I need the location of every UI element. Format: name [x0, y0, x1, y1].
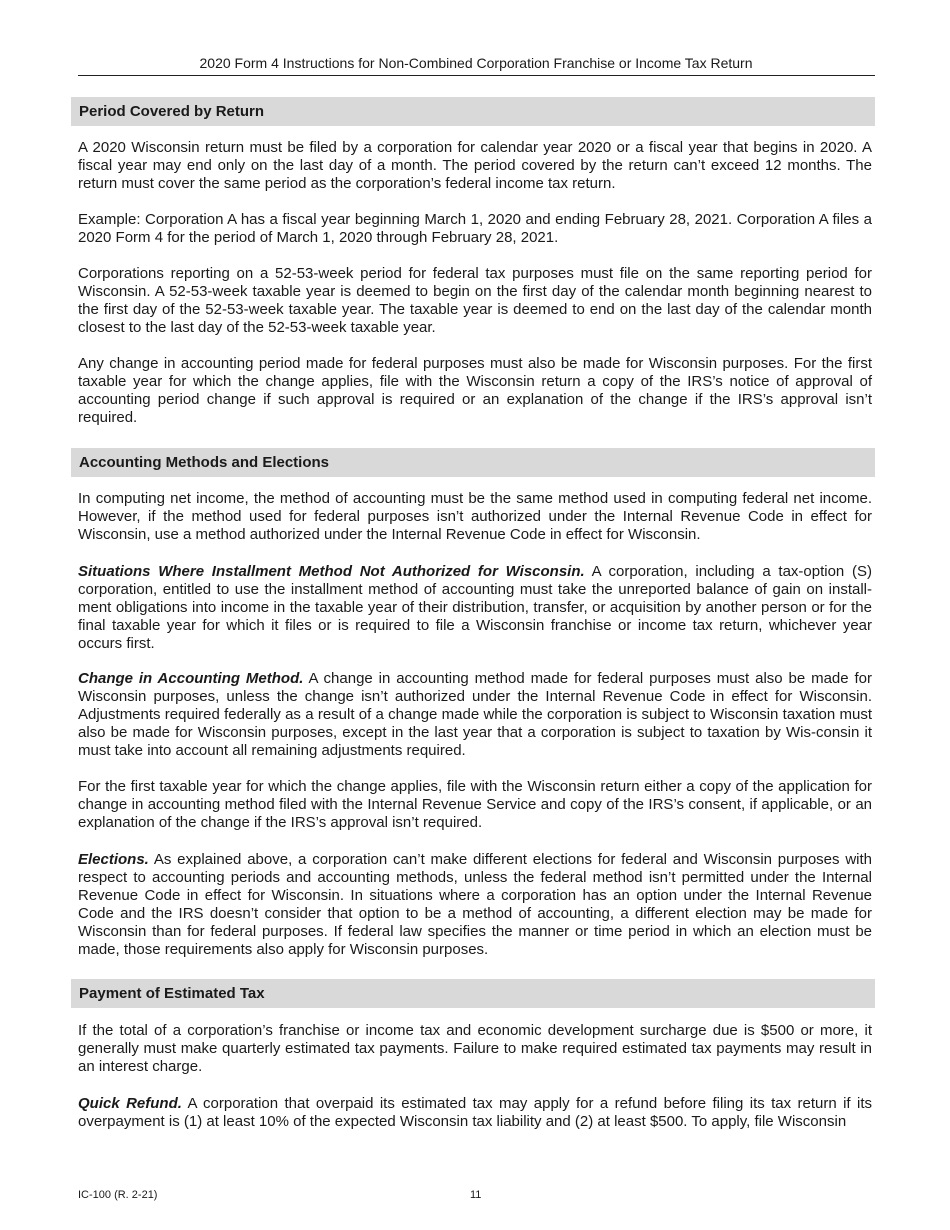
- paragraph-body: A corporation, including a tax-option (S) corporation, entitled to use the installment method of accounting must take the unreported balance of gain on install-ment obligations into income in the taxable year of their distribution, transfer, or acquisition by another person or for the final taxable year for which it files or is required to file a Wisconsin franchise or income tax return, whichever year occurs first.: [78, 563, 872, 652]
- section-heading-text: Accounting Methods and Elections: [79, 454, 330, 471]
- form-id: IC-100 (R. 2-21): [78, 1189, 158, 1201]
- paragraph-installment-method: [78, 563, 872, 653]
- section-heading-text: Payment of Estimated Tax: [79, 985, 265, 1002]
- paragraph-body: A change in accounting method made for federal purposes must also be made for Wisconsin purposes, unless the change isn’t authorized under the Internal Revenue Code in effect for Wisconsin. Adjustments required federally as a result of a change made while the corporation is subject to Wisconsin taxation must also be made for Wisconsin purposes, except in the last year that a corporation is subject to taxation by Wis-consin it must take into account all remaining adjustments required.: [78, 670, 872, 759]
- header-rule: [78, 75, 875, 76]
- paragraph: Corporations reporting on a 52-53-week period for federal tax purposes must file on the same reporting period for Wisconsin. A 52-53-week taxable year is deemed to begin on the first day of the calendar month beginning nearest to the first day of the 52-53-week taxable year. The taxable year is deemed to end on the last day of the calendar month closest to the last day of the 52-53-week taxable year.: [78, 265, 872, 336]
- paragraph-change-in-method: [78, 670, 872, 760]
- paragraph: A 2020 Wisconsin return must be filed by a corporation for calendar year 2020 or a fiscal year that begins in 2020. A fiscal year may end only on the last day of a month. The period covered by the return can’t exceed 12 months. The return must cover the same period as the corporation’s federal income tax return.: [78, 139, 872, 192]
- paragraph-lead: Change in Accounting Method.: [78, 670, 304, 687]
- paragraph-quick-refund: [78, 1095, 872, 1131]
- paragraph: If the total of a corporation’s franchise or income tax and economic development surcharge due is $500 or more, it generally must make quarterly estimated tax payments. Failure to make required estimated tax payments may result in an interest charge.: [78, 1022, 872, 1075]
- section-heading-period-covered: [71, 97, 875, 126]
- paragraph-body: As explained above, a corporation can’t make different elections for federal and Wisconsin purposes with respect to accounting periods and accounting methods, unless the federal method isn’t permitted under the Internal Revenue Code in effect for Wisconsin. In situations where a corporation has an option under the Internal Revenue Code and the IRS doesn’t consider that option to be a method of accounting, a different election may be made for Wisconsin than for federal purposes. If federal law specifies the manner or time period in which an election must be made, those requirements also apply for Wisconsin purposes.: [78, 851, 872, 958]
- paragraph: In computing net income, the method of accounting must be the same method used in computing federal net income. However, if the method used for federal purposes isn’t authorized under the Internal Revenue Code in effect for Wisconsin, use a method authorized under the Internal Revenue Code in effect for Wisconsin.: [78, 490, 872, 543]
- paragraph-elections: [78, 851, 872, 958]
- section-heading-accounting-methods: [71, 448, 875, 477]
- paragraph: Example: Corporation A has a fiscal year beginning March 1, 2020 and ending February 28, 2021. Corporation A files a 2020 Form 4 for the period of March 1, 2020 through February 28, 2021.: [78, 211, 872, 246]
- page-number: 11: [470, 1189, 482, 1201]
- paragraph-lead: Quick Refund.: [78, 1095, 182, 1112]
- section-heading-text: Period Covered by Return: [79, 103, 265, 120]
- running-header: 2020 Form 4 Instructions for Non-Combined Corporation Franchise or Income Tax Return: [199, 55, 753, 71]
- paragraph-lead: Elections.: [78, 851, 149, 868]
- paragraph: For the first taxable year for which the change applies, file with the Wisconsin return either a copy of the application for change in accounting method filed with the Internal Revenue Service and copy of the IRS’s consent, if applicable, or an explanation of the change if the IRS’s approval isn’t required.: [78, 778, 872, 831]
- paragraph-lead: Situations Where Installment Method Not Authorized for Wisconsin.: [78, 563, 585, 580]
- paragraph: Any change in accounting period made for federal purposes must also be made for Wisconsin purposes. For the first taxable year for which the change applies, file with the Wisconsin return a copy of the IRS’s notice of approval of accounting period change if such approval is required or an explanation of the change if the IRS’s approval isn’t required.: [78, 355, 872, 426]
- paragraph-body: A corporation that overpaid its estimated tax may apply for a refund before filing its tax return if its overpayment is (1) at least 10% of the expected Wisconsin tax liability and (2) at least $500. To apply, file Wisconsin: [78, 1095, 872, 1130]
- section-heading-estimated-tax: [71, 979, 875, 1008]
